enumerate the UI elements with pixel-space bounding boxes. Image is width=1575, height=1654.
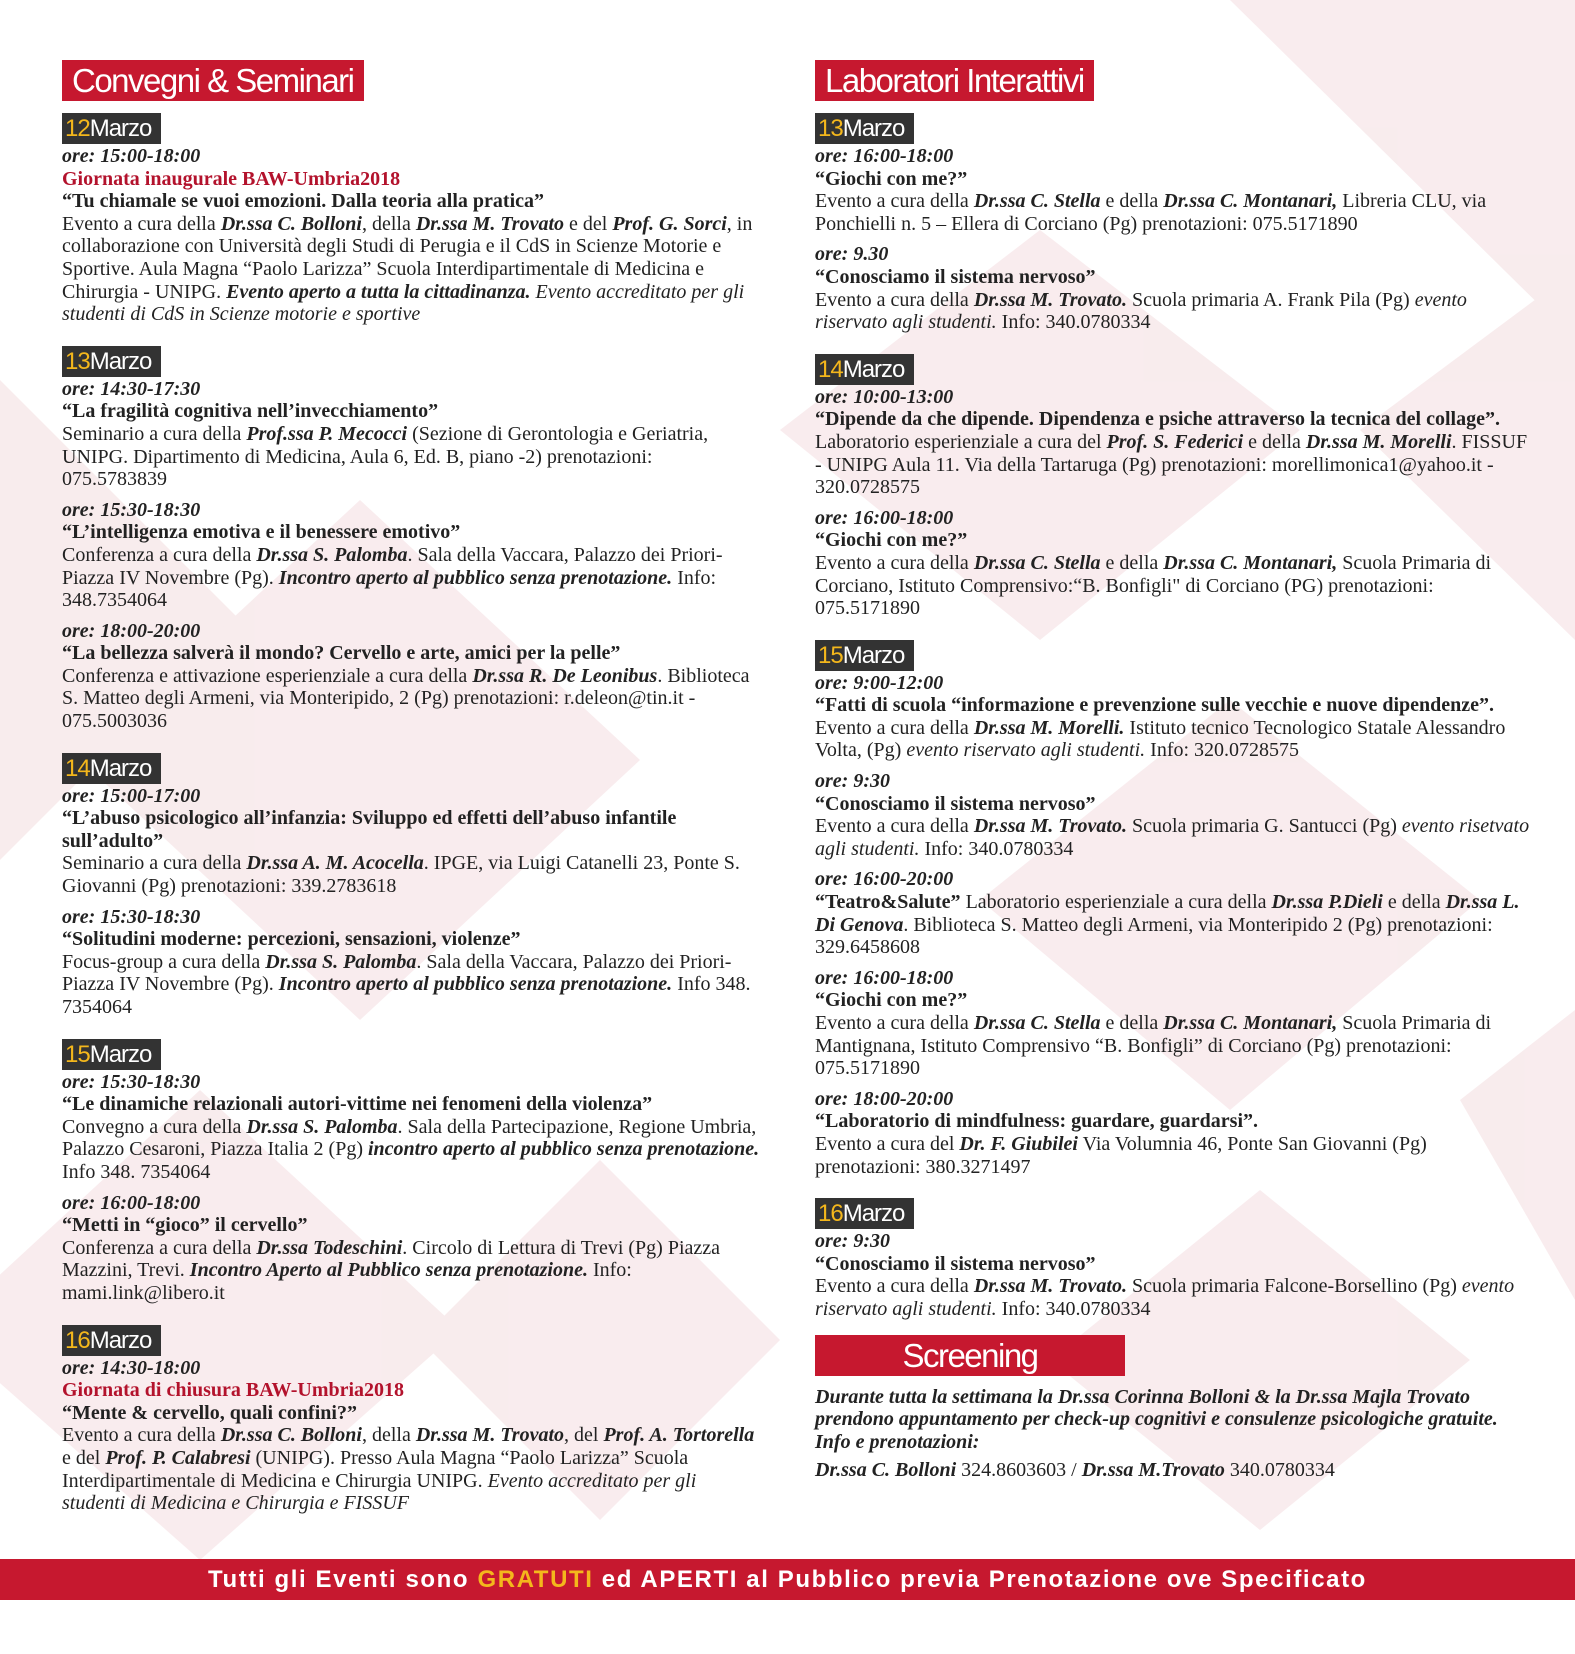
event-item xyxy=(62,1192,762,1305)
text-run: e della xyxy=(1100,1012,1164,1034)
text-run: Focus-group a cura della xyxy=(62,950,266,973)
text-run: Prof. G. Sorci xyxy=(612,212,727,235)
text-run: Dr.ssa S. Palomba xyxy=(246,1115,398,1138)
event-time: ore: 14:30-17:30 xyxy=(62,377,201,400)
section-title-laboratori: Laboratori Interattivi xyxy=(815,60,1094,101)
date-month: Marzo xyxy=(89,1040,152,1068)
date-day: 16 xyxy=(65,1326,90,1354)
text-run: Prof. A. Tortorella xyxy=(603,1424,755,1447)
text-run: Laboratorio esperienziale a cura del xyxy=(815,430,1107,453)
text-run: Scuola primaria Falcone-Borsellino (Pg) xyxy=(1126,1275,1462,1298)
event-title: “Dipende da che dipende. Dipendenza e psiche attraverso la tecnica del collage”. xyxy=(815,408,1500,431)
text-run: 324.8603603 / xyxy=(956,1459,1082,1482)
text-run: Evento a cura della xyxy=(815,551,974,574)
footer-text-before: Tutti gli Eventi sono xyxy=(208,1566,478,1593)
date-day: 12 xyxy=(65,115,90,142)
text-run: Info: 340.0780334 xyxy=(996,1297,1151,1320)
text-run: Evento aperto a tutta la cittadinanza. xyxy=(226,280,531,303)
event-time: ore: 16:00-18:00 xyxy=(815,506,954,529)
event-title: “Laboratorio di mindfulness: guardare, guardarsi”. xyxy=(815,1110,1258,1133)
date-day: 15 xyxy=(65,1040,90,1068)
text-run: Evento a cura della xyxy=(62,212,221,235)
date-badge xyxy=(62,753,161,784)
event-description xyxy=(815,552,1535,620)
text-run: “Teatro&Salute” xyxy=(815,891,961,914)
text-run: . FISSUF - UNIPG Aula 11. Via della Tartaruga (Pg) prenotazioni: morellimonica1@yahoo.it - 320.0728575 xyxy=(815,430,1528,499)
event-special-label: Giornata inaugurale BAW-Umbria2018 xyxy=(62,167,401,190)
text-run: Scuola primaria A. Frank Pila (Pg) xyxy=(1126,288,1415,311)
event-time: ore: 9:30 xyxy=(815,1230,890,1253)
text-run: Prof. S. Federici xyxy=(1106,430,1244,453)
left-column xyxy=(62,60,762,1523)
footer-text-after: ed APERTI al Pubblico previa Prenotazione ove Specificato xyxy=(593,1566,1367,1593)
text-run: Dr.ssa C. Stella xyxy=(973,190,1101,213)
section-title-screening: Screening xyxy=(815,1335,1125,1376)
event-special-label: Giornata di chiusura BAW-Umbria2018 xyxy=(62,1379,405,1402)
text-run: e del xyxy=(62,1446,106,1469)
text-run: (UNIPG). Presso Aula Magna “Paolo Larizza” Scuola Interdipartimentale di Medicina e Chirurgia UNIPG. xyxy=(62,1446,689,1492)
text-run: Istituto tecnico Tecnologico Statale Alessandro Volta, (Pg) xyxy=(815,716,1506,762)
section-title-convegni: Convegni & Seminari xyxy=(62,60,364,101)
event-time: ore: 15:30-18:30 xyxy=(62,905,201,928)
text-run: . Biblioteca S. Matteo degli Armeni, via Monteripido, 2 (Pg) prenotazioni: r.deleon@tin.it - 075.5003036 xyxy=(62,664,750,733)
text-run: evento riservato agli studenti. xyxy=(815,1275,1515,1320)
text-run: Dr.ssa C. Stella xyxy=(973,551,1101,574)
date-month: Marzo xyxy=(89,115,152,142)
event-description xyxy=(62,1424,762,1514)
event-title: “Conosciamo il sistema nervoso” xyxy=(815,792,1096,815)
event-description xyxy=(62,544,762,612)
text-run: incontro aperto al pubblico senza prenotazione. xyxy=(368,1138,760,1161)
text-run: (Sezione di Gerontologia e Geriatria, UNIPG. Dipartimento di Medicina, Aula 6, Ed. B, piano -2) prenotazioni: 075.5783839 xyxy=(62,422,709,491)
date-badge xyxy=(815,1198,914,1229)
event-description xyxy=(62,213,762,326)
text-run: Dr.ssa C. Montanari, xyxy=(1163,1012,1338,1034)
date-month: Marzo xyxy=(842,355,905,383)
text-run: Evento a cura della xyxy=(815,1275,974,1298)
text-run: Conferenza a cura della xyxy=(62,543,257,566)
text-run: Dr.ssa P.Dieli xyxy=(1271,891,1383,914)
text-run: e del xyxy=(564,212,613,235)
text-run: Dr.ssa A. M. Acocella xyxy=(246,852,424,875)
text-run: Dr.ssa R. De Leonibus xyxy=(472,664,658,687)
date-day: 14 xyxy=(65,754,90,782)
event-item xyxy=(815,868,1535,958)
text-run: . Sala della Vaccara, Palazzo dei Priori-Piazza IV Novembre (Pg). xyxy=(62,950,732,996)
text-run: Dr.ssa M. Trovato xyxy=(415,1424,565,1447)
text-run: Dr.ssa S. Palomba xyxy=(265,950,417,973)
text-run: Info 348. 7354064 xyxy=(62,973,751,1018)
text-run: Dr.ssa C. Bolloni xyxy=(815,1459,957,1482)
text-run: Seminario a cura della xyxy=(62,422,247,445)
event-item xyxy=(815,967,1535,1080)
text-run: Seminario a cura della xyxy=(62,852,247,875)
event-item xyxy=(62,145,762,326)
event-item xyxy=(815,145,1535,235)
event-title: “La fragilità cognitiva nell’invecchiamento” xyxy=(62,400,439,423)
text-run: Dr.ssa Todeschini xyxy=(256,1236,403,1259)
date-month: Marzo xyxy=(842,1200,905,1228)
event-item xyxy=(62,1071,762,1184)
text-run: Laboratorio esperienziale a cura della xyxy=(960,891,1272,914)
text-run: Prof.ssa P. Mecocci xyxy=(246,422,408,445)
text-run: Dr.ssa M. Trovato. xyxy=(973,815,1127,838)
text-run: Info 348. 7354064 xyxy=(62,1160,211,1183)
text-run: Dr.ssa M.Trovato xyxy=(1081,1459,1225,1482)
event-title: “L’abuso psicologico all’infanzia: Sviluppo ed effetti dell’abuso infantile sull’adulto” xyxy=(62,807,677,852)
event-item xyxy=(815,1230,1535,1320)
event-time: ore: 15:00-18:00 xyxy=(62,145,201,167)
event-item xyxy=(815,770,1535,860)
event-item xyxy=(815,386,1535,499)
footer-banner xyxy=(0,1559,1575,1600)
event-title: “Solitudini moderne: percezioni, sensazioni, violenze” xyxy=(62,928,521,951)
text-run: evento riservato agli studenti. xyxy=(815,288,1467,334)
event-item xyxy=(815,672,1535,762)
event-title: “Le dinamiche relazionali autori-vittime nei fenomeni della violenza” xyxy=(62,1093,653,1116)
text-run: . IPGE, via Luigi Catanelli 23, Ponte S. Giovanni (Pg) prenotazioni: 339.2783618 xyxy=(62,852,740,898)
event-description xyxy=(815,1133,1535,1178)
text-run: , della xyxy=(361,1424,416,1447)
event-time: ore: 15:00-17:00 xyxy=(62,784,201,807)
event-description xyxy=(815,815,1535,860)
text-run: e della xyxy=(1100,190,1164,213)
text-run: Dr.ssa M. Morelli. xyxy=(973,716,1125,739)
event-item xyxy=(815,243,1535,333)
text-run: Evento a cura della xyxy=(815,1012,974,1034)
text-run: e della xyxy=(1100,551,1164,574)
event-description xyxy=(815,1275,1535,1320)
text-run: Dr.ssa C. Montanari, xyxy=(1163,551,1338,574)
event-item xyxy=(62,378,762,491)
event-time: ore: 15:30-18:30 xyxy=(62,1070,201,1093)
event-item xyxy=(62,1357,762,1515)
text-run: Dr.ssa M. Morelli xyxy=(1305,430,1452,453)
text-run: Conferenza a cura della xyxy=(62,1236,257,1259)
event-title: “Giochi con me?” xyxy=(815,529,968,552)
text-run: Incontro aperto al pubblico senza prenotazione. xyxy=(278,566,673,589)
event-item xyxy=(62,906,762,1019)
date-day: 15 xyxy=(818,641,843,669)
event-time: ore: 18:00-20:00 xyxy=(62,619,201,642)
text-run: Info: mami.link@libero.it xyxy=(62,1259,632,1304)
text-run: Via Volumnia 46, Ponte San Giovanni (Pg) prenotazioni: 380.3271497 xyxy=(815,1132,1427,1178)
event-description xyxy=(815,1012,1535,1080)
text-run: Dr. F. Giubilei xyxy=(959,1132,1078,1155)
event-time: ore: 16:00-18:00 xyxy=(815,966,954,989)
event-time: ore: 16:00-20:00 xyxy=(815,868,954,891)
event-description xyxy=(62,423,762,491)
event-description xyxy=(62,951,762,1019)
text-run: Prof. P. Calabresi xyxy=(105,1446,251,1469)
text-run: Dr.ssa S. Palomba xyxy=(256,543,408,566)
text-run: Convegno a cura della xyxy=(62,1115,247,1138)
date-badge xyxy=(62,1039,161,1070)
text-run: e della xyxy=(1382,891,1446,914)
text-run: , in collaborazione con Università degli Studi di Perugia e il CdS in Scienze Motorie e Sportive. Aula Magna “Paolo Larizza” Scuola Interdipartimentale di Medicina e Chirurgia - UNIPG. xyxy=(62,212,753,303)
text-run: evento riservato agli studenti. xyxy=(906,739,1146,762)
text-run: , del xyxy=(564,1424,604,1447)
date-badge xyxy=(815,640,914,671)
event-title: “La bellezza salverà il mondo? Cervello e arte, amici per la pelle” xyxy=(62,642,621,665)
text-run: Evento a cura della xyxy=(815,190,974,213)
event-description xyxy=(62,1116,762,1184)
event-description xyxy=(815,289,1535,334)
text-run: evento risetvato agli studenti. xyxy=(815,815,1530,860)
text-run: Info: 340.0780334 xyxy=(919,837,1074,860)
text-run: . Sala della Partecipazione, Regione Umbria, Palazzo Cesaroni, Piazza Italia 2 (Pg) xyxy=(62,1115,757,1161)
date-day: 14 xyxy=(818,355,843,383)
event-description xyxy=(62,852,762,897)
event-title: “L’intelligenza emotiva e il benessere emotivo” xyxy=(62,521,461,544)
event-title: “Giochi con me?” xyxy=(815,989,968,1012)
screening-contacts xyxy=(815,1459,1535,1482)
event-time: ore: 9:00-12:00 xyxy=(815,671,944,694)
event-item xyxy=(62,499,762,612)
event-description xyxy=(815,190,1535,235)
event-description xyxy=(815,891,1535,959)
date-month: Marzo xyxy=(842,641,905,669)
event-time: ore: 15:30-18:30 xyxy=(62,498,201,521)
date-badge xyxy=(62,1325,161,1356)
text-run: Dr.ssa L. Di Genova xyxy=(815,891,1520,936)
event-description xyxy=(815,431,1535,499)
text-run: Evento a cura del xyxy=(815,1132,960,1155)
event-item xyxy=(62,785,762,898)
text-run: Info: 348.7354064 xyxy=(62,566,717,612)
event-item xyxy=(62,620,762,733)
text-run: Dr.ssa C. Bolloni xyxy=(220,1424,362,1447)
text-run: Conferenza e attivazione esperienziale a cura della xyxy=(62,664,473,687)
date-badge xyxy=(62,346,161,377)
date-badge xyxy=(62,113,161,144)
event-title: “Giochi con me?” xyxy=(815,167,968,190)
text-run: Dr.ssa C. Stella xyxy=(973,1012,1101,1034)
event-title: “Fatti di scuola “informazione e prevenzione sulle vecchie e nuove dipendenze”. xyxy=(815,694,1495,717)
text-run: Incontro aperto al pubblico senza prenotazione. xyxy=(278,973,673,996)
text-run: . Sala della Vaccara, Palazzo dei Priori-Piazza IV Novembre (Pg). xyxy=(62,543,723,589)
left-schedule xyxy=(62,101,762,1515)
event-title: “Mente & cervello, quali confini?” xyxy=(62,1401,357,1424)
text-run: Dr.ssa M. Trovato. xyxy=(973,288,1127,311)
text-run: , della xyxy=(361,212,416,235)
text-run: Incontro Aperto al Pubblico senza prenotazione. xyxy=(189,1259,588,1282)
event-item xyxy=(815,507,1535,620)
date-month: Marzo xyxy=(89,347,152,375)
screening-description: Durante tutta la settimana la Dr.ssa Corinna Bolloni & la Dr.ssa Majla Trovato prendono appuntamento per check-up cognitivi e consulenze psicologiche gratuite. Info e prenotazioni: xyxy=(815,1385,1498,1453)
event-description xyxy=(62,665,762,733)
text-run: Evento accreditato per gli studenti di CdS in Scienze motorie e sportive xyxy=(62,280,745,326)
text-run: . Circolo di Lettura di Trevi (Pg) Piazza Mazzini, Trevi. xyxy=(62,1236,721,1282)
text-run: Dr.ssa M. Trovato. xyxy=(973,1275,1127,1298)
event-time: ore: 14:30-18:00 xyxy=(62,1356,201,1379)
date-day: 13 xyxy=(818,115,843,142)
event-item xyxy=(815,1088,1535,1178)
event-description xyxy=(815,717,1535,762)
event-title: “Tu chiamale se vuoi emozioni. Dalla teoria alla pratica” xyxy=(62,190,545,213)
footer-highlight: GRATUTI xyxy=(477,1566,594,1593)
event-time: ore: 16:00-18:00 xyxy=(815,145,954,167)
text-run: Evento a cura della xyxy=(62,1424,221,1447)
text-run: Dr.ssa C. Bolloni xyxy=(220,212,362,235)
text-run: Libreria CLU, via Ponchielli n. 5 – Ellera di Corciano (Pg) prenotazioni: 075.5171890 xyxy=(815,190,1487,235)
event-time: ore: 18:00-20:00 xyxy=(815,1087,954,1110)
text-run: Scuola primaria G. Santucci (Pg) xyxy=(1126,815,1402,838)
date-day: 16 xyxy=(818,1200,843,1228)
event-time: ore: 9.30 xyxy=(815,243,889,266)
text-run: Evento a cura della xyxy=(815,288,974,311)
date-month: Marzo xyxy=(89,754,152,782)
date-badge xyxy=(815,113,914,144)
text-run: Info: 320.0728575 xyxy=(1145,739,1300,762)
date-month: Marzo xyxy=(89,1326,152,1354)
text-run: Scuola Primaria di Mantignana, Istituto Comprensivo “B. Bonfigli” di Corciano (Pg) prenotazioni: 075.5171890 xyxy=(815,1012,1492,1080)
text-run: Evento a cura della xyxy=(815,815,974,838)
date-day: 13 xyxy=(65,347,90,375)
right-column xyxy=(815,60,1535,1482)
text-run: Dr.ssa M. Trovato xyxy=(415,212,565,235)
text-run: e della xyxy=(1243,430,1306,453)
text-run: Evento a cura della xyxy=(815,716,974,739)
event-title: “Metti in “gioco” il cervello” xyxy=(62,1214,308,1237)
event-time: ore: 10:00-13:00 xyxy=(815,385,954,408)
event-time: ore: 9:30 xyxy=(815,770,890,793)
date-month: Marzo xyxy=(842,115,905,142)
right-schedule xyxy=(815,101,1535,1321)
event-description xyxy=(62,1237,762,1305)
text-run: Info: 340.0780334 xyxy=(996,311,1151,334)
event-title: “Conosciamo il sistema nervoso” xyxy=(815,265,1096,288)
event-time: ore: 16:00-18:00 xyxy=(62,1191,201,1214)
text-run: Scuola Primaria di Corciano, Istituto Comprensivo:“B. Bonfigli" di Corciano (PG) prenotazioni: 075.5171890 xyxy=(815,551,1492,620)
text-run: Evento accreditato per gli studenti di Medicina e Chirurgia e FISSUF xyxy=(62,1469,697,1515)
text-run: Dr.ssa C. Montanari, xyxy=(1163,190,1338,213)
text-run: 340.0780334 xyxy=(1224,1459,1335,1482)
event-title: “Conosciamo il sistema nervoso” xyxy=(815,1252,1096,1275)
date-badge xyxy=(815,354,914,385)
text-run: . Biblioteca S. Matteo degli Armeni, via Monteripido 2 (Pg) prenotazioni: 329.6458608 xyxy=(815,913,1493,959)
